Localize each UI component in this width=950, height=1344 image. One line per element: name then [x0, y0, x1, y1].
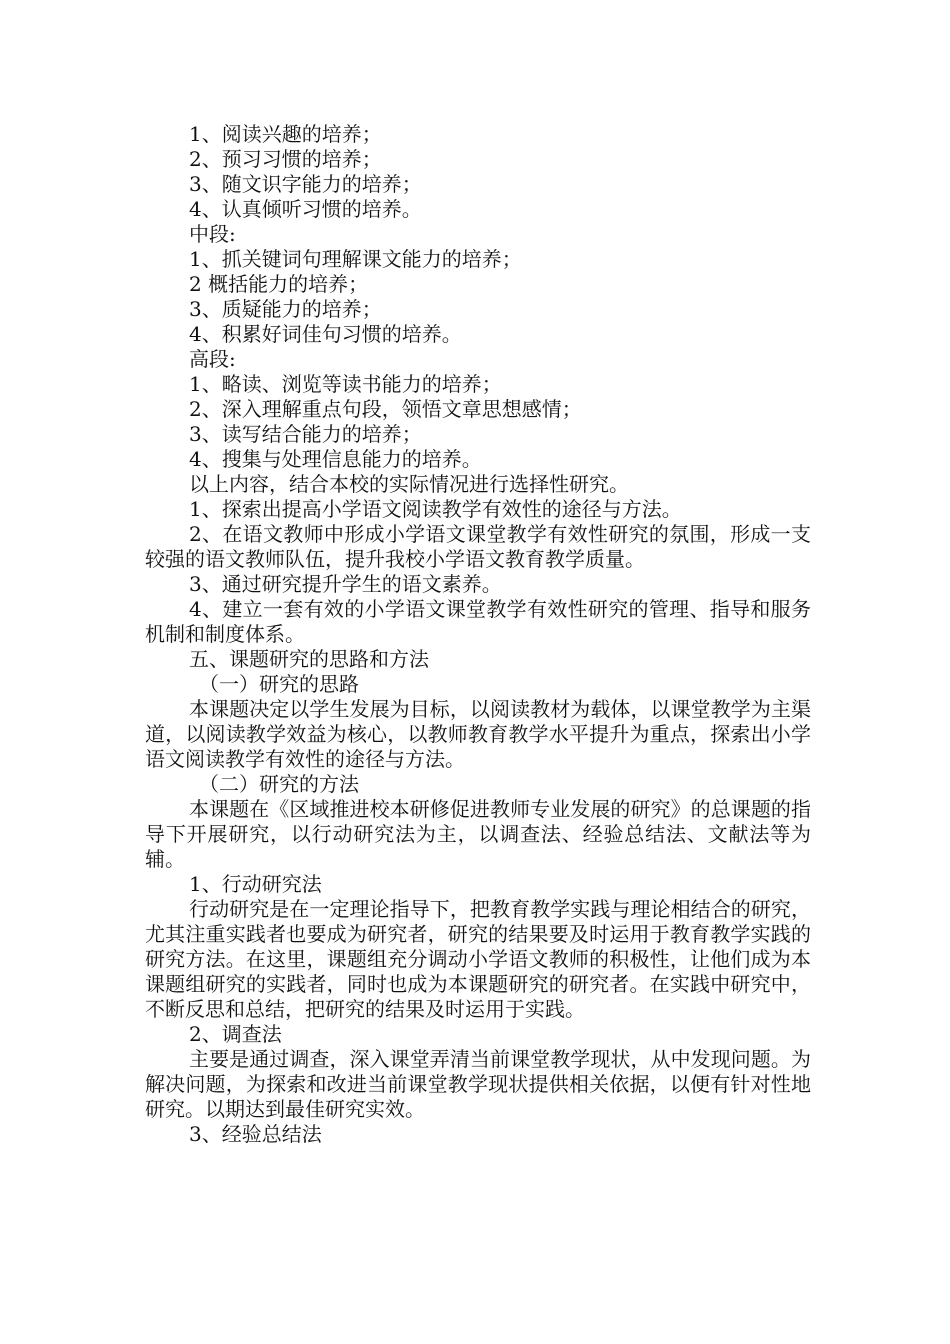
paragraph: 1、阅读兴趣的培养；	[189, 122, 382, 146]
paragraph: 1、行动研究法	[189, 872, 322, 896]
paragraph: 2、在语文教师中形成小学语文课堂教学有效性研究的氛围，形成一支较强的语文教师队伍，提升我校小学语文教育教学质量。	[145, 522, 811, 571]
document-page	[145, 122, 811, 1147]
paragraph: 1、抓关键词句理解课文能力的培养；	[189, 247, 522, 271]
paragraph: 4、认真倾听习惯的培养。	[189, 197, 422, 221]
paragraph: 2、深入理解重点句段，领悟文章思想感情；	[189, 397, 582, 421]
paragraph: 本课题在《区域推进校本研修促进教师专业发展的研究》的总课题的指导下开展研究，以行动研究法为主，以调查法、经验总结法、文献法等为辅。	[145, 797, 811, 871]
paragraph: 行动研究是在一定理论指导下，把教育教学实践与理论相结合的研究，尤其注重实践者也要成为研究者，研究的结果要及时运用于教育教学实践的研究方法。在这里，课题组充分调动小学语文教师的积极性，让他们成为本课题组研究的实践者，同时也成为本课题研究的研究者。在实践中研究中，不断反思和总结，把研究的结果及时运用于实践。	[145, 897, 811, 1021]
paragraph: 4、积累好词佳句习惯的培养。	[189, 322, 462, 346]
paragraph: 高段:	[189, 347, 236, 371]
paragraph: 3、质疑能力的培养；	[189, 297, 382, 321]
paragraph: 3、读写结合能力的培养；	[189, 422, 422, 446]
paragraph: 3、经验总结法	[189, 1122, 322, 1146]
paragraph: 2 概括能力的培养；	[189, 272, 369, 296]
paragraph: （二）研究的方法	[199, 772, 359, 796]
paragraph: 2、调查法	[189, 1022, 282, 1046]
paragraph: 3、随文识字能力的培养；	[189, 172, 422, 196]
paragraph: 2、预习习惯的培养；	[189, 147, 382, 171]
paragraph: 以上内容，结合本校的实际情况进行选择性研究。	[189, 472, 629, 496]
paragraph: 主要是通过调查，深入课堂弄清当前课堂教学现状，从中发现问题。为解决问题，为探索和改进当前课堂教学现状提供相关依据，以便有针对性地研究。以期达到最佳研究实效。	[145, 1047, 811, 1121]
paragraph: （一）研究的思路	[199, 672, 359, 696]
paragraph: 中段:	[189, 222, 236, 246]
paragraph: 3、通过研究提升学生的语文素养。	[189, 572, 502, 596]
paragraph: 五、课题研究的思路和方法	[189, 647, 429, 671]
paragraph: 4、搜集与处理信息能力的培养。	[189, 447, 482, 471]
paragraph: 4、建立一套有效的小学语文课堂教学有效性研究的管理、指导和服务机制和制度体系。	[145, 597, 811, 646]
paragraph: 1、略读、浏览等读书能力的培养；	[189, 372, 502, 396]
paragraph: 1、探索出提高小学语文阅读教学有效性的途径与方法。	[189, 497, 682, 521]
paragraph: 本课题决定以学生发展为目标，以阅读教材为载体，以课堂教学为主渠道，以阅读教学效益为核心，以教师教育教学水平提升为重点，探索出小学语文阅读教学有效性的途径与方法。	[145, 697, 811, 771]
